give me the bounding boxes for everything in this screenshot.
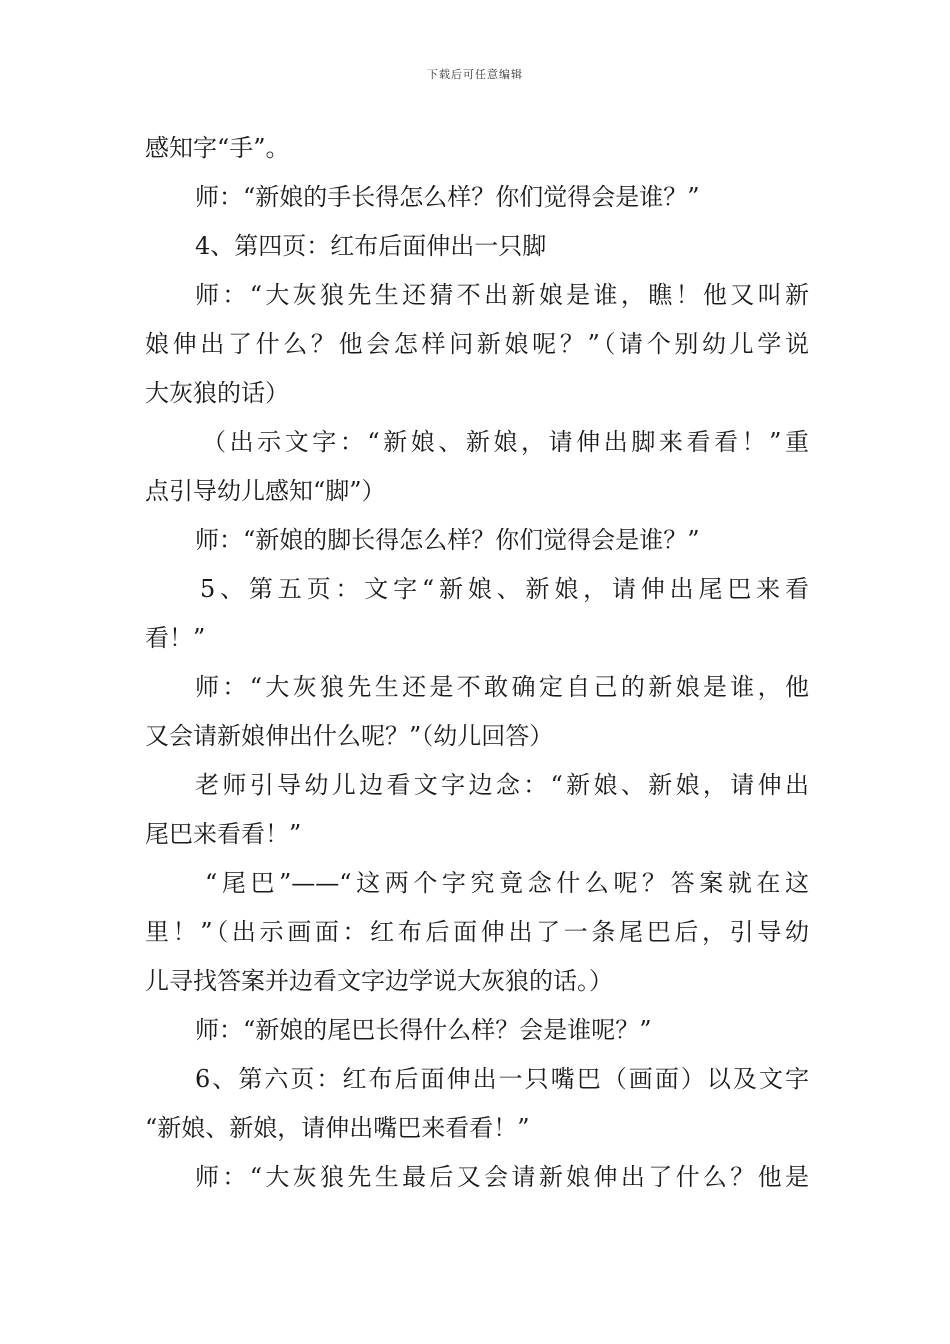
text-line: 师：“新娘的脚长得怎么样？你们觉得会是谁？” (195, 526, 700, 554)
text-line: 师：“大灰狼先生最后又会请新娘伸出了什么？他是 (195, 1163, 809, 1191)
text-line: 感知字“手”。 (145, 134, 290, 162)
text-line: （出示文字：“新娘、新娘，请伸出脚来看看！”重 (202, 428, 809, 456)
text-line: 看！” (145, 624, 206, 652)
document-body (145, 124, 809, 1202)
text-line: 5、第五页：文字“新娘、新娘，请伸出尾巴来看 (200, 575, 809, 603)
text-line: “新娘、新娘，请伸出嘴巴来看看！” (145, 1114, 530, 1142)
text-line: 4、第四页：红布后面伸出一只脚 (195, 232, 547, 260)
text-line: 里！”（出示画面：红布后面伸出了一条尾巴后，引导幼 (145, 918, 809, 946)
text-line: 尾巴来看看！” (145, 820, 302, 848)
page-header: 下载后可任意编辑 (427, 68, 523, 81)
text-line: 师：“新娘的手长得怎么样？你们觉得会是谁？” (195, 183, 700, 211)
text-line: 点引导幼儿感知“脚”） (145, 477, 386, 505)
text-line: “尾巴”——“这两个字究竟念什么呢？答案就在这 (205, 869, 809, 897)
text-line: 儿寻找答案并边看文字边学说大灰狼的话。） (145, 967, 613, 995)
text-line: 娘伸出了什么？他会怎样问新娘呢？”（请个别幼儿学说 (145, 330, 809, 358)
text-line: 老师引导幼儿边看文字边念：“新娘、新娘，请伸出 (195, 771, 809, 799)
text-line: 又会请新娘伸出什么呢？”（幼儿回答） (145, 722, 554, 750)
text-line: 师：“新娘的尾巴长得什么样？会是谁呢？” (195, 1016, 652, 1044)
text-line: 6、第六页：红布后面伸出一只嘴巴（画面）以及文字 (195, 1065, 809, 1093)
text-line: 师：“大灰狼先生还是不敢确定自己的新娘是谁，他 (195, 673, 809, 701)
text-line: 师：“大灰狼先生还猜不出新娘是谁，瞧！他又叫新 (195, 281, 809, 309)
text-line: 大灰狼的话） (145, 379, 289, 407)
